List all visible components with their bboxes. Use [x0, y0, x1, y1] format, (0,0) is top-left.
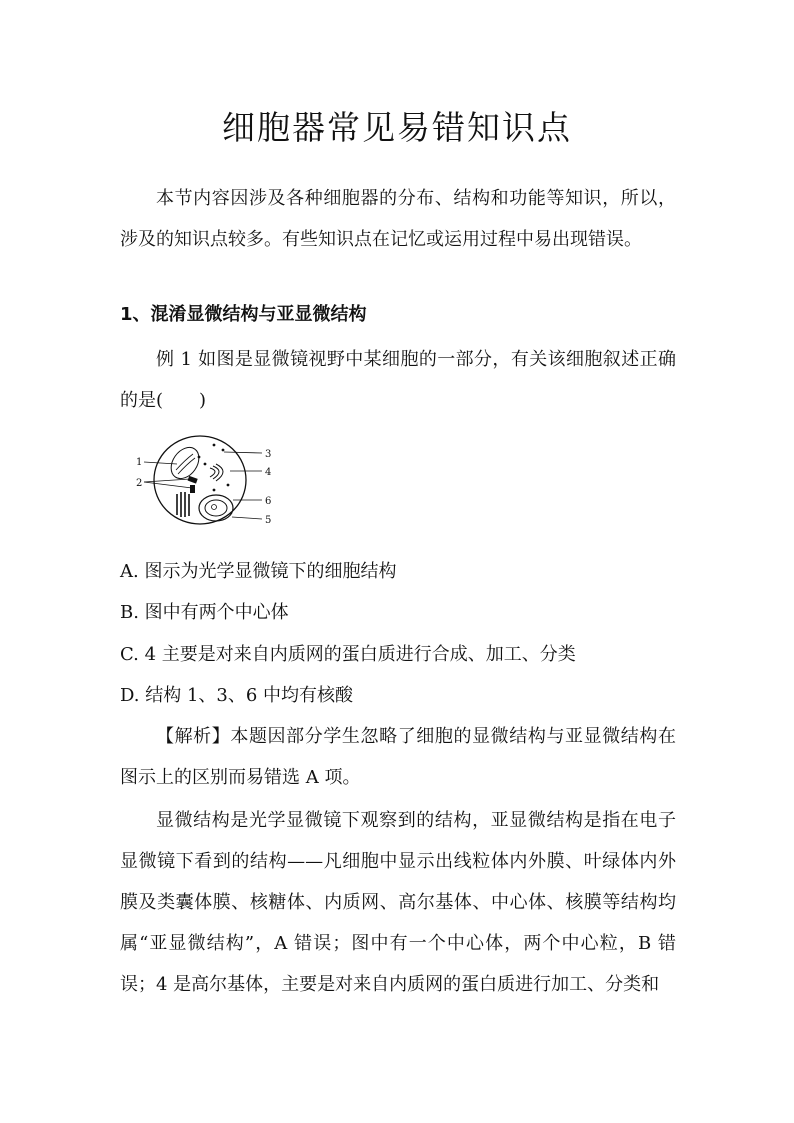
- section-heading: 1、混淆显微结构与亚显微结构: [120, 304, 367, 325]
- figure-label-2: 2: [136, 478, 143, 489]
- er-shape: [177, 492, 189, 517]
- figure-label-6: 6: [265, 496, 272, 507]
- page-title: 细胞器常见易错知识点: [222, 108, 572, 147]
- figure-label-3: 3: [265, 449, 272, 460]
- organelle-4-shape: [210, 464, 223, 481]
- figure-label-5: 5: [265, 515, 272, 526]
- intro-paragraph: 本节内容因涉及各种细胞器的分布、结构和功能等知识，所以，涉及的知识点较多。有些知识点在记忆或运用过程中易出现错误。: [120, 188, 676, 250]
- cell-diagram-svg: [130, 430, 280, 540]
- analysis-paragraph: 【解析】本题因部分学生忽略了细胞的显微结构与亚显微结构在图示上的区别而易错选 A 项。: [120, 726, 676, 788]
- cell-diagram: [130, 430, 280, 540]
- option-c: C. 4 主要是对来自内质网的蛋白质进行合成、加工、分类: [120, 644, 576, 665]
- organelle-1-shape: [165, 442, 204, 484]
- option-b: B. 图中有两个中心体: [120, 602, 289, 623]
- option-a: A. 图示为光学显微镜下的细胞结构: [120, 561, 397, 582]
- question-text: 例 1 如图是显微镜视野中某细胞的一部分，有关该细胞叙述正确的是( ): [120, 349, 676, 411]
- explanation-paragraph: 显微结构是光学显微镜下观察到的结构，亚显微结构是指在电子显微镜下看到的结构——凡细胞中显示出线粒体内外膜、叶绿体内外膜及类囊体膜、核糖体、内质网、高尔基体、中心体、核膜等结构均属“亚显微结构”，A 错误；图中有一个中心体，两个中心粒，B 错误；4 是高尔基体，主要是对来自内质网的蛋白质进行加工、分类和: [120, 810, 676, 995]
- figure-label-1: 1: [136, 457, 143, 468]
- option-d: D. 结构 1、3、6 中均有核酸: [120, 685, 354, 706]
- figure-label-4: 4: [265, 467, 272, 478]
